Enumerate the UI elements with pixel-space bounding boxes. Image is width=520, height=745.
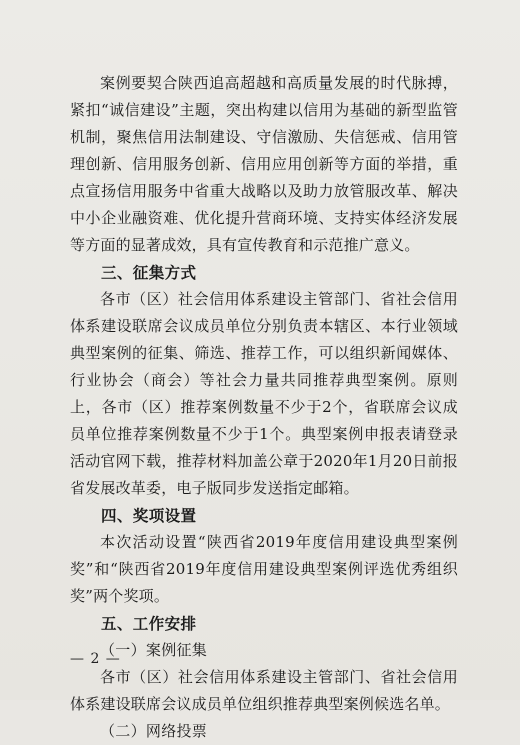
subsection-heading: （二）网络投票 [100,722,208,740]
section-heading: 四、奖项设置 [101,506,197,525]
body-paragraph: 案例要契合陕西追高超越和高质量发展的时代脉搏，紧扣“诚信建设”主题，突出构建以信用为基础的新型监管机制，聚焦信用法制建设、守信激励、失信惩戒、信用管理创新、信用服务创新、信用应用创新等方面的举措，重点宣扬信用服务中省重大战略以及助力放管服改革、解决中小企业融资难、优化提升营商环境、支持实体经济发展等方面的显著成效，具有宣传教育和示范推广意义。 [70,74,458,254]
body-paragraph: 本次活动设置“陕西省2019年度信用建设典型案例奖”和“陕西省2019年度信用建设典型案例评选优秀组织奖”两个奖项。 [70,533,458,605]
page-number: — 2 — [70,651,121,667]
subsection-heading: （一）案例征集 [100,641,208,659]
body-paragraph: 各市（区）社会信用体系建设主管部门、省社会信用体系建设联席会议成员单位分别负责本辖区、本行业领域典型案例的征集、筛选、推荐工作，可以组织新闻媒体、行业协会（商会）等社会力量共同推荐典型案例。原则上，各市（区）推荐案例数量不少于2个，省联席会议成员单位推荐案例数量不少于1个。典型案例申报表请登录活动官网下载，推荐材料加盖公章于2020年1月20日前报省发展改革委，电子版同步发送指定邮箱。 [70,290,458,497]
body-paragraph: 各市（区）社会信用体系建设主管部门、省社会信用体系建设联席会议成员单位组织推荐典型案例候选名单。 [70,668,458,713]
section-heading: 三、征集方式 [101,263,197,282]
section-heading: 五、工作安排 [101,614,197,633]
